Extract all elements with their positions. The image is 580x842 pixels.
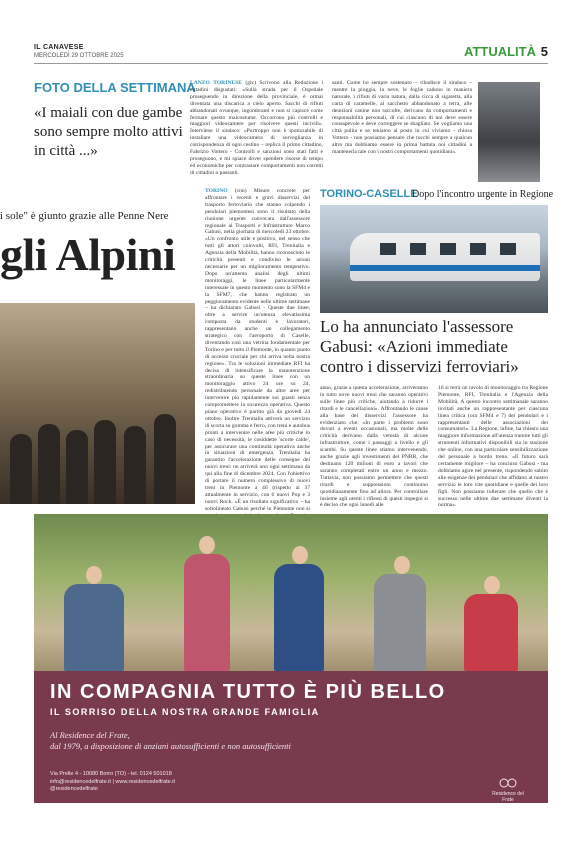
alpini-photo — [0, 303, 195, 504]
dateline: MERCOLEDÌ 29 OTTOBRE 2025 — [34, 53, 124, 59]
page-number: 5 — [540, 44, 548, 59]
ad-subtitle: IL SORRISO DELLA NOSTRA GRANDE FAMIGLIA — [50, 707, 320, 717]
photo-article-lead: LANZO TORINESE — [190, 80, 242, 86]
train-article-headline: Lo ha annunciato l'assessore Gabusi: «Azioni immediate contro i disservizi ferroviari» — [320, 317, 519, 376]
photo-article-col1 — [190, 80, 323, 177]
article-subtag: Dopo l'incontro urgente in Regione — [412, 189, 554, 200]
ad-description — [50, 730, 430, 752]
ad-logo — [488, 777, 528, 803]
photo-quote: «I maiali con due gambe sono sempre molto attivi in città ...» — [34, 105, 183, 159]
photo-of-week-label: FOTO DELLA SETTIMANA — [34, 80, 196, 95]
residence-logo-icon — [498, 777, 518, 789]
photo-article-text: (glc) Scrivono alla Redazione i cittadini disgustati: «Sulla strada per il Ospedale proseguendo in direzione della provinciale, è ormai diventata una discarica a cielo aperto. Sacchi di rifiuti abbandonati ovunque, ingombranti e non si capisce come fermare questo malcostume. Occorrono più controlli e maggiori videocamere per risolvere questi incivili». Interviene il sindaco: «Purtroppo non è ipotizzabile di installare una videocamera di sorveglianza in corrispondenza di ogni cestino – replica il primo cittadino, Fabrizio Vottero - Controlli e sanzioni sono stati fatti e proseguono, e mi spiace dover spendere risorse di tempo ed economiche per contrastare comportamenti non corretti di cittadini o passanti. — [190, 80, 323, 176]
section-title: ATTUALITÀ — [464, 44, 536, 59]
train-article-col2: 16 si terrà un tavolo di monitoraggio tra Regione Piemonte, RFI, Trenitalia e l'Agenzia della Mobilità. A questo incontro settimanale saranno invitati anche un rappresentante per ciascuna linea critica (ora SFM4 e 7) dei pendolari e i rappresentanti delle associazioni dei consumatori». La Regione, infine, ha chiesto una maggiore informazione all'utenza tramite tutti gli strumenti informativi disponibili sia in stazione che online, con una particolare sensibilizzazione del personale a bordo treno. «Il futuro sarà certamente migliore – ha concluso Gabusi - ma dobbiamo agire nel presente, rispondendo subito alle esigenze dei pendolari che affidano al nostro servizio le loro vite quotidiane e quelle dei loro figli. Non possiamo tollerare che quello che è successo nelle ultime due settimane diventi la norma». — [438, 385, 548, 509]
ad-desc-line2: dal 1979, a disposizione di anziani autosufficienti e non autosufficienti — [50, 741, 291, 751]
alpini-headline: gli Alpini — [0, 229, 176, 280]
photo-article-col2: santi. Come ho sempre sostenuto – ribadisce il sindaco – mentre la pioggia, la neve, le foglie cadono in maniera naturale, i rifiuti di varia natura, dalla cicca di sigaretta, alla carta di caramelle, al sacchetto abbandonato a terra, alle deiezioni canine non raccolte, derivano da comportamenti e responsabilità personali, di cui ciascuno di noi deve essere consapevole e deve correggere se sbagliato. Se vogliamo una città pulita e se teniamo al posto in cui viviamo - chiosa Vottero - non possiamo pensare che tocchi sempre a qualcun altro ma dobbiamo essere in prima battuta noi cittadini a mantenerla tale con i nostri comportamenti quotidiani». — [332, 80, 472, 156]
masthead: IL CANAVESE — [34, 44, 84, 51]
ad-photo — [34, 514, 548, 671]
teaser-headline: i sole" è giunto grazie alle Penne Nere — [0, 210, 169, 222]
article-tag: TORINO-CASELLE — [320, 188, 418, 200]
ad-contact — [50, 771, 175, 794]
ad-email-web: info@residencedelfrate.it | www.residencedelfrate.it — [50, 778, 176, 785]
ad-social: @residencedelfrate — [50, 786, 98, 792]
header-rule — [34, 63, 548, 64]
trash-bin-photo — [478, 82, 540, 182]
ad-title: IN COMPAGNIA TUTTO È PIÙ BELLO — [50, 681, 446, 703]
train-article-col1: anno, grazie a questa accelerazione, arriveranno in tutto nove nuovi treni che saranno operativi sulle linee più critiche, aiutando a ridurre i ritardi e le cancellazioni». Affrontando le cause alla base dei disservizi l'assessore ha evidenziato che: «In parte i problemi sono dovuti a eventi occasionali, ma molte delle criticità derivano dalla vetustà di alcune infrastrutture, come i passaggi a livello e gli scambi. Su queste linee stiamo intervenendo, anche grazie agli investimenti del PNRR, che destinano 120 milioni di euro a lavori che saranno completati entro un anno e mezzo. Tuttavia, non possiamo permettere che questi ritardi e soppressioni continuino quotidianamente fino ad allora. Per controllare insieme agli utenti i riflessi di questi impegni si è deciso che ogni lunedì alle — [320, 385, 428, 509]
ad-address: Via Prelle 4 - 10080 Borro (TO) - tel. 0124 501018 — [50, 771, 172, 777]
ad-desc-line1: Al Residence del Frate, — [50, 730, 130, 740]
train-article-text: (cnn) Misure concrete per affrontare i recenti e gravi disservizi del trasporto ferroviario che stanno colpendo i pendolari piemontesi sono il risultato della riunione urgente convocata dall'assessore regionale ai Trasporti e Infrastrutture Marco Gabusi, nella giornata di mercoledì 23 ottobre. «Un confronto utile e positivo, nel senso che tutti gli attori coinvolti, RFI, Trenitalia e Agenzia della Mobilità, hanno riconosciuto le criticità presenti e condiviso le azioni necessarie per un miglioramento tempestivo. Dopo un'attenta analisi degli ultimi monitoraggi, le linee particolarmente interessate in questo momento sono la SFM4 e la SFM7, che hanno registrato un peggioramento evidente nelle ultime settimane – ha dichiarato Gabusi - Queste due linee, oltre a servire un'utenza elevatissima composta da studenti e lavoratori, rappresentano anche un collegamento strategico con l'aeroporto di Caselle, diventando così una vetrina fondamentale per Torino e per tutto il Piemonte, in quanto punto di accesso cruciale per chi arriva nella nostra regione». Tra le soluzioni immediate RFI ha deciso di intensificare la manutenzione straordinaria su queste linee con un monitoraggio attivo 24 ore su 24, redistribuendo personale da altre aree per intervenire più rapidamente sui guasti senza compromettere la sicurezza operativa. Questo piano operativo è partito già da giovedì 24 ottobre. Inoltre Trenitalia attiverà un servizio di scorta su gomma e ferro, con treni e autobus pronti a intervenire nelle aree più critiche in caso di necessità, le cosiddette 'scorte calde', per assicurare una continuità operativa anche in situazioni di emergenza. Trenitalia ha garantito l'accelerazione delle consegne dei nuovi treni: ne arriverà uno ogni settimana da qui alla fine di dicembre 2024. Con l'obiettivo di portare il numero complessivo di nuovi treni in Piemonte a 46 (rispetto ai 37 attualmente in servizio, con 6 nuovi Pop e 3 nuovi Rock. «È un risultato significativo – ha sottolineato Gabusi perché in Piemonte non si — [205, 188, 311, 512]
ad-logo-text: Residence del Frate — [492, 791, 524, 803]
train-article-col-mid — [205, 188, 310, 526]
train-photo — [320, 205, 548, 313]
train-article-lead: TORINO — [205, 188, 228, 194]
